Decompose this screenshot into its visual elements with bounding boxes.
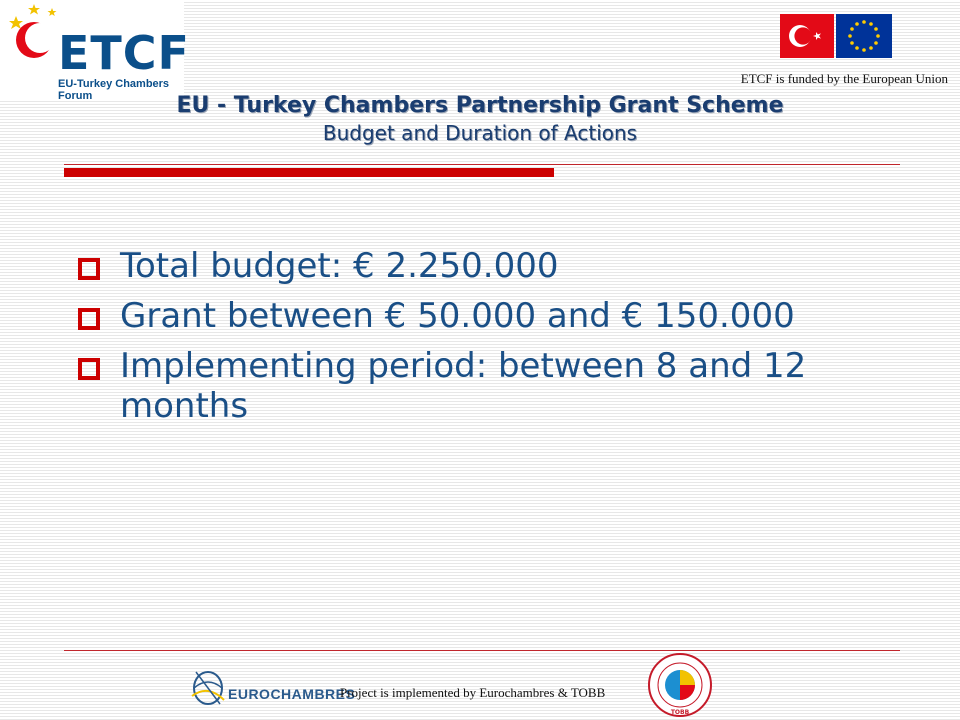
bullet-text: Implementing period: between 8 and 12 months: [120, 346, 807, 426]
title-subtitle: Budget and Duration of Actions: [322, 121, 638, 145]
list-item: [74, 346, 904, 426]
logo-text: ETCF: [58, 26, 190, 80]
flags-icon: [780, 14, 892, 58]
divider-bottom: [64, 650, 900, 651]
slide-title: [60, 92, 900, 146]
accent-bar: [64, 168, 554, 177]
logo-subtitle: EU-Turkey Chambers Forum: [58, 78, 170, 102]
title-main: EU - Turkey Chambers Partnership Grant Scheme: [176, 93, 784, 118]
list-item: [74, 246, 904, 286]
turkey-flag-icon: [780, 14, 834, 58]
implemented-by-text: Project is implemented by Eurochambres & TOBB: [340, 685, 606, 700]
etcf-logo: [0, 0, 190, 102]
eu-flag-icon: [836, 14, 892, 58]
list-item: [74, 296, 904, 336]
tobb-logo-icon: [642, 652, 718, 720]
square-bullet-icon: [78, 258, 100, 280]
bullet-text: Grant between € 50.000 and € 150.000: [120, 296, 795, 336]
square-bullet-icon: [78, 308, 100, 330]
bullet-list: [74, 246, 904, 436]
bullet-text: Total budget: € 2.250.000: [120, 246, 559, 286]
crescent-icon: [14, 20, 54, 60]
eurochambres-logo-icon: [190, 666, 226, 708]
tobb-logo-text: TOBB: [670, 709, 690, 716]
eurochambres-logo-text: EUROCHAMBRES: [228, 686, 356, 702]
square-bullet-icon: [78, 358, 100, 380]
divider-top: [64, 164, 900, 165]
funded-notice: ETCF is funded by the European Union: [740, 71, 948, 86]
